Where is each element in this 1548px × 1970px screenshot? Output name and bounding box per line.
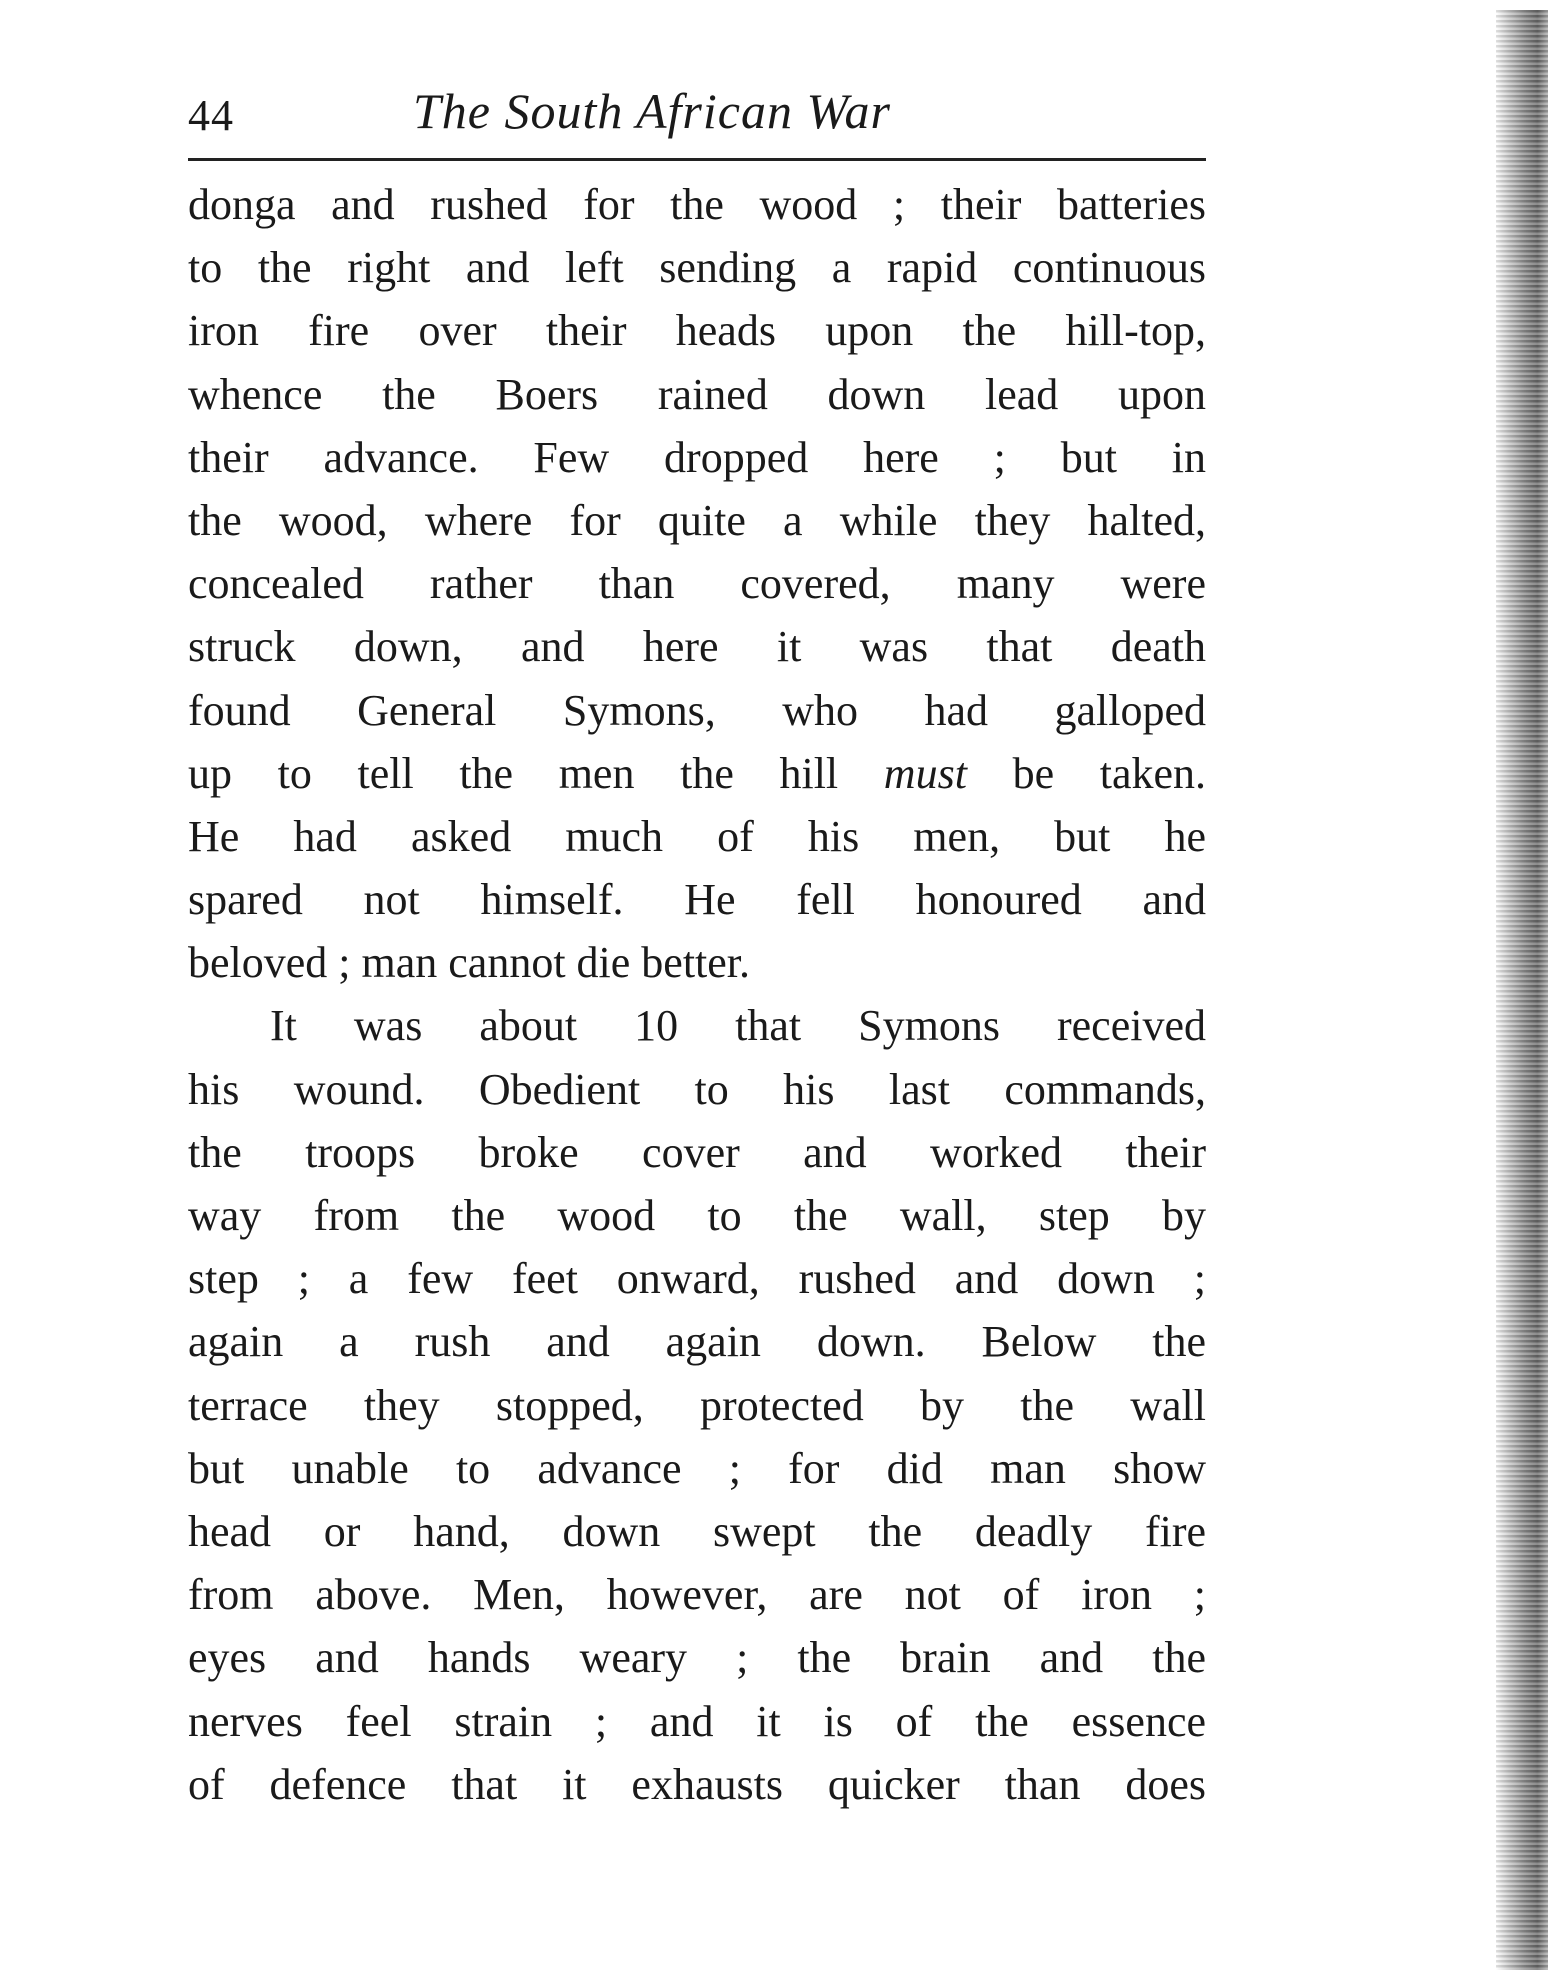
text-segment: up to tell the men the hill (188, 748, 839, 798)
text-line: nerves feel strain ; and it is of the essence (188, 1696, 1206, 1746)
text-line: their advance. Few dropped here ; but in (188, 432, 1206, 482)
text-line: He had asked much of his men, but he (188, 811, 1206, 861)
text-line: iron fire over their heads upon the hill-top, (188, 306, 1206, 356)
text-line: step ; a few feet onward, rushed and down ; (188, 1254, 1206, 1304)
text-line: the wood, where for quite a while they halted, (188, 495, 1206, 545)
page-header (188, 82, 1206, 152)
text-line: eyes and hands weary ; the brain and the (188, 1633, 1206, 1683)
page-number: 44 (188, 91, 234, 140)
paragraph-end-line: beloved ; man cannot die better. (188, 938, 751, 988)
paragraph-start-line: It was about 10 that Symons received (270, 1001, 1206, 1051)
text-line: his wound. Obedient to his last commands, (188, 1064, 1206, 1114)
text-line: terrace they stopped, protected by the wall (188, 1380, 1206, 1430)
text-segment: be taken. (1012, 748, 1207, 798)
text-line: to the right and left sending a rapid continuous (188, 243, 1206, 293)
text-line: the troops broke cover and worked their (188, 1127, 1206, 1177)
text-line: whence the Boers rained down lead upon (188, 369, 1206, 419)
page-edge-shadow (1496, 10, 1548, 1970)
body-text (188, 173, 1206, 1816)
running-title: The South African War (413, 83, 891, 139)
text-line: again a rush and again down. Below the (188, 1317, 1206, 1367)
text-line: struck down, and here it was that death (188, 622, 1206, 672)
text-line-emphasis (188, 742, 1206, 805)
text-line: spared not himself. He fell honoured and (188, 875, 1206, 925)
header-rule (188, 158, 1206, 161)
text-line: concealed rather than covered, many were (188, 559, 1206, 609)
text-line: but unable to advance ; for did man show (188, 1443, 1206, 1493)
text-line: found General Symons, who had galloped (188, 685, 1206, 735)
text-line: from above. Men, however, are not of iron ; (188, 1570, 1206, 1620)
text-line: way from the wood to the wall, step by (188, 1191, 1206, 1240)
emphasized-word: must (883, 748, 967, 798)
text-line: of defence that it exhausts quicker than does (188, 1759, 1206, 1809)
text-line: donga and rushed for the wood ; their batteries (188, 180, 1206, 229)
text-line: head or hand, down swept the deadly fire (188, 1506, 1206, 1556)
